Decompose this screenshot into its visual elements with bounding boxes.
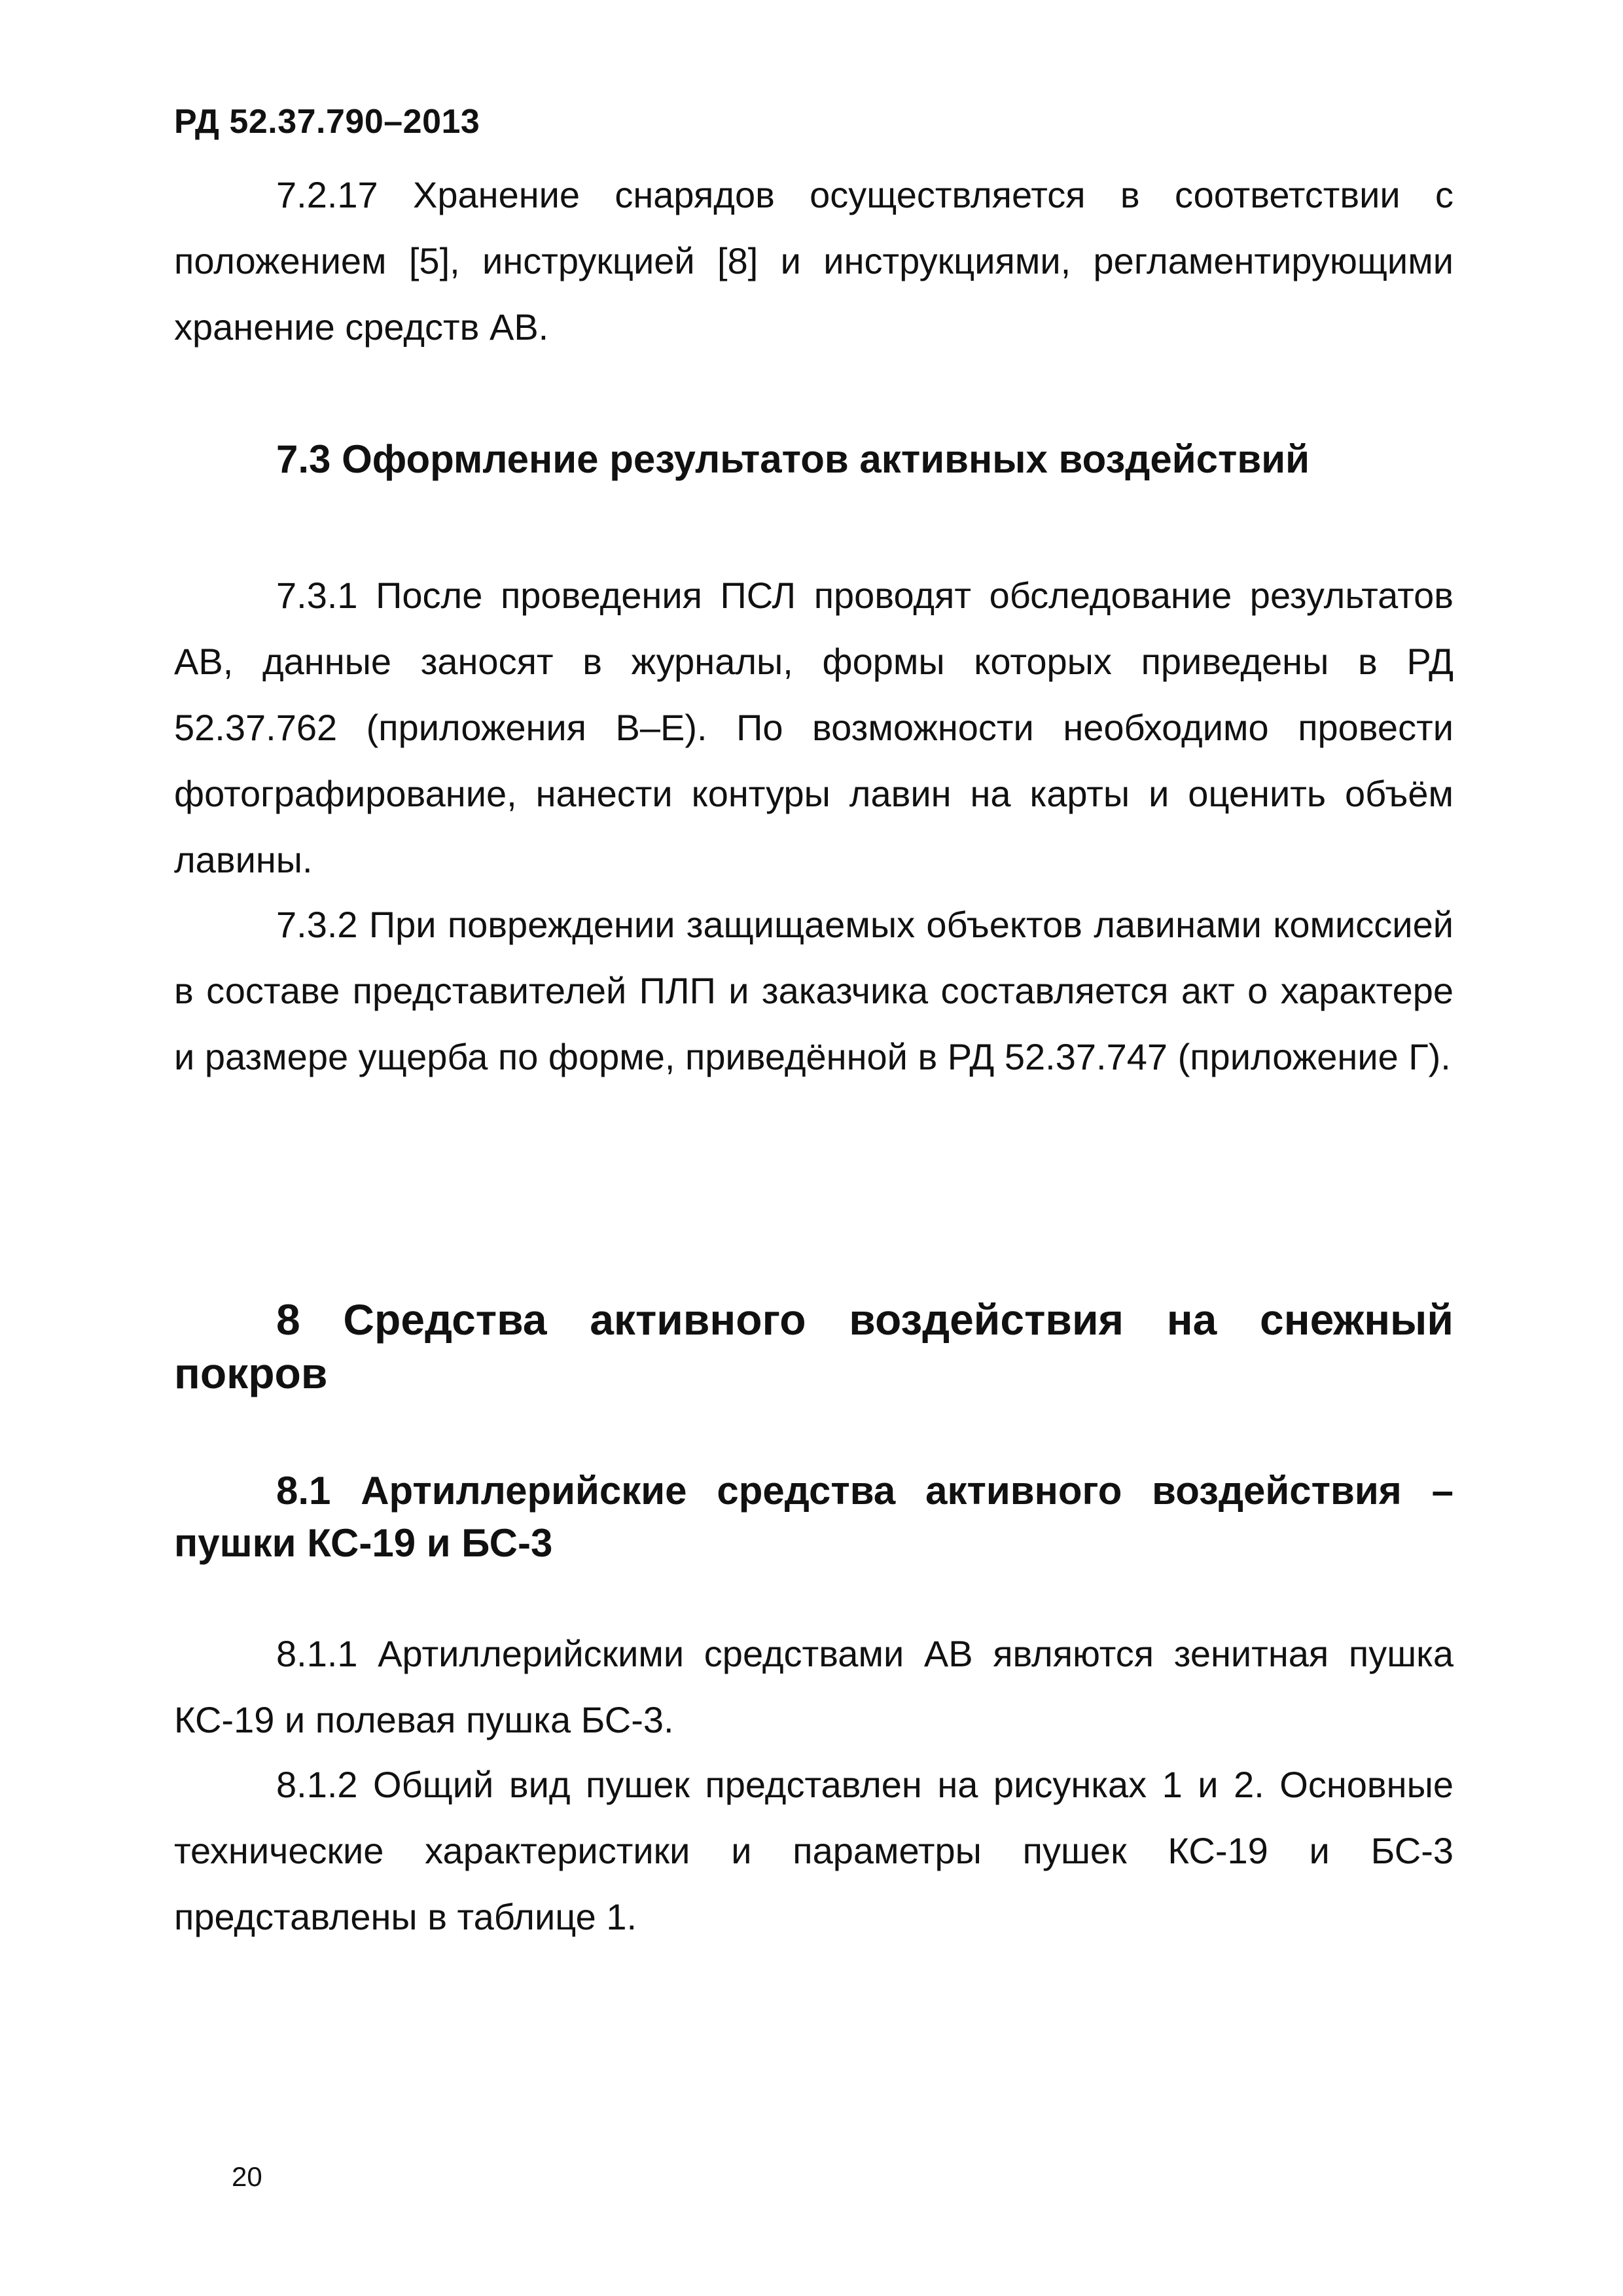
paragraph-8-1-2: 8.1.2 Общий вид пушек представлен на рисунках 1 и 2. Основные технические характеристики и параметры пушек КС-19 и БС-3 представлены в таблице 1. [174, 1764, 1454, 1937]
document-code: РД 52.37.790–2013 [174, 103, 480, 141]
section-heading-7-3: 7.3 Оформление результатов активных воздействий [276, 437, 1310, 481]
section-heading-8-1: 8.1 Артиллерийские средства активного воздействия – пушки КС-19 и БС-3 [174, 1469, 1454, 1565]
page-number: 20 [232, 2161, 262, 2192]
paragraph-7-2-17: 7.2.17 Хранение снарядов осуществляется в соответствии с положением [5], инструкцией [8] и инструкциями, регламентирующими хранение средств АВ. [174, 174, 1454, 348]
paragraph-7-3-2: 7.3.2 При повреждении защищаемых объектов лавинами комиссией в составе представителей ПЛП и заказчика составляется акт о характере и размере ущерба по форме, приведённой в РД 52.37.747 (приложение Г). [174, 904, 1454, 1077]
paragraph-8-1-1: 8.1.1 Артиллерийскими средствами АВ являются зенитная пушка КС-19 и полевая пушка БС-3. [174, 1633, 1454, 1740]
paragraph-7-3-1: 7.3.1 После проведения ПСЛ проводят обследование результатов АВ, данные заносят в журналы, формы которых приведены в РД 52.37.762 (приложения В–Е). По возможности необходимо провести фотографирование, нанести контуры лавин на карты и оценить объём лавины. [174, 575, 1454, 880]
chapter-heading-8: 8 Средства активного воздействия на снежный покров [174, 1295, 1454, 1397]
